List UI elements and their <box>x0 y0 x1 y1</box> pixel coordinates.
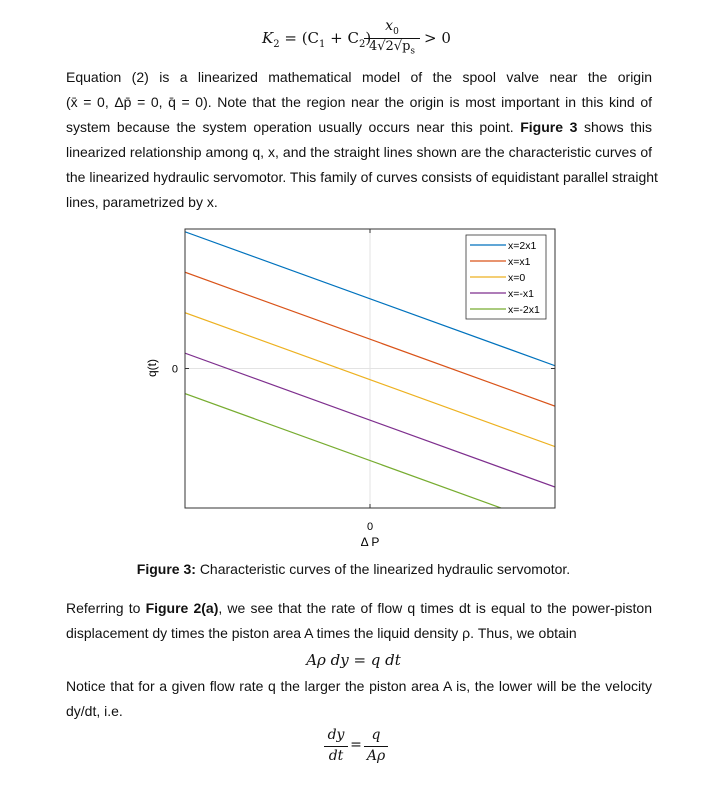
paragraph-1-line-6: lines, parametrized by x. <box>66 194 218 210</box>
figure-caption-text: Characteristic curves of the linearized hydraulic servomotor. <box>199 561 571 577</box>
equation-lhs <box>262 29 371 50</box>
paragraph-1-line-4: linearized relationship among q, x, and the straight lines shown are the characteristic curves of <box>66 144 652 160</box>
rhs-denominator: Aρ <box>366 748 386 764</box>
paragraph-3-line-1: Notice that for a given flow rate q the larger the piston area A is, the lower will be the velocity <box>66 678 652 694</box>
paragraph-2-line-2: displacement dy times the piston area A times the liquid density ρ. Thus, we obtain <box>66 625 577 641</box>
paragraph-2-lead: Referring to <box>66 600 141 616</box>
fraction-numerator <box>364 18 420 37</box>
paragraph-1-line-5: the linearized hydraulic servomotor. This family of curves consists of equidistant parallel straight <box>66 169 658 185</box>
figure-3-reference: Figure 3 <box>520 119 578 135</box>
equation-middle: = (C <box>279 29 320 47</box>
x-tick-label: 0 <box>366 521 374 533</box>
x-symbol: x <box>385 18 394 34</box>
legend-label-1: x=2x1 <box>508 240 537 252</box>
legend-label-4: x=-x1 <box>508 288 534 300</box>
velocity-denominator: dt <box>328 748 344 764</box>
rhs-numerator: q <box>371 727 381 743</box>
equation-plus: + C <box>325 29 359 47</box>
x-subscript: 0 <box>393 26 399 37</box>
k-symbol: K <box>262 29 274 47</box>
legend-label-2: x=x1 <box>508 256 531 268</box>
equation-flow-balance: Aρ dy = q dt <box>306 651 401 669</box>
paragraph-2-line-1-tail: , we see that the rate of flow q times dt is equal to the power-piston <box>218 600 652 616</box>
paragraph-2-line-1 <box>66 596 652 621</box>
equation-velocity <box>320 727 400 771</box>
paragraph-3-line-2: dy/dt, i.e. <box>66 703 123 719</box>
velocity-numerator: dy <box>327 727 345 743</box>
velocity-fraction-bar <box>324 746 348 747</box>
top-equation <box>0 18 707 60</box>
paragraph-1-line-2: (x̄ = 0, Δp̄ = 0, q̄ = 0). Note that the region near the origin is most important in this kind of <box>66 94 652 110</box>
figure-2a-reference: Figure 2(a) <box>145 600 219 616</box>
legend-label-3: x=0 <box>508 272 526 284</box>
fraction-denominator <box>364 39 420 57</box>
x-axis-label: Δ P <box>360 535 380 549</box>
figure-caption-label: Figure 3: <box>136 561 196 577</box>
c2-subscript: 2 <box>359 39 366 50</box>
y-axis-label: q(t) <box>145 359 159 377</box>
equals-sign: = <box>350 737 362 753</box>
y-tick-label: 0 <box>171 363 178 376</box>
rhs-fraction-bar <box>364 746 388 747</box>
legend-label-5: x=-2x1 <box>508 304 540 316</box>
legend <box>466 235 546 319</box>
line-3-tail: shows this <box>583 119 653 135</box>
paragraph-3 <box>66 674 652 724</box>
p-subscript: s <box>410 46 416 57</box>
relation: > 0 <box>424 29 451 47</box>
denominator-text: 4√2√p <box>368 39 411 54</box>
characteristic-curves-chart <box>0 218 707 558</box>
paragraph-1 <box>66 65 658 215</box>
line-3-text: system because the system operation usually occurs near this point. <box>66 119 514 135</box>
paragraph-1-line-1: Equation (2) is a linearized mathematical model of the spool valve near the origin <box>66 69 652 85</box>
paragraph-2 <box>66 596 652 646</box>
c1-subscript: 1 <box>319 39 326 50</box>
figure-caption <box>0 561 707 577</box>
paragraph-1-line-3 <box>66 115 652 140</box>
k-subscript: 2 <box>273 39 280 50</box>
equation-close: ) <box>365 29 372 47</box>
